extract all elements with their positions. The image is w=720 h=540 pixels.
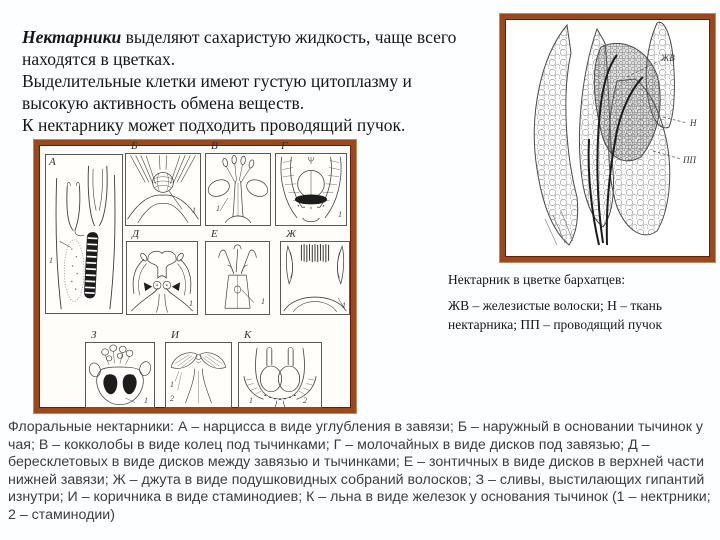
floral-panel-e-drawing <box>206 242 269 314</box>
floral-panel-zh-num: 1 <box>342 301 346 310</box>
floral-panel-v-drawing <box>206 154 270 225</box>
floral-panel-a <box>45 154 123 314</box>
marigold-label-n: Н <box>690 118 697 128</box>
floral-panel-k-num2: 2 <box>303 396 307 405</box>
intro-sentence-2: Выделительные клетки имеют густую цитоплазму и высокую активность обмена веществ. <box>22 71 412 113</box>
floral-panel-i <box>165 329 232 408</box>
floral-panel-v-label: В <box>211 140 218 152</box>
floral-panel-a-num: 1 <box>49 256 53 265</box>
floral-panel-i-num: 1 <box>170 380 174 389</box>
floral-panel-d-label: Д <box>132 228 139 240</box>
floral-panel-i-num2: 2 <box>170 394 174 403</box>
floral-panel-g-drawing <box>276 154 346 225</box>
floral-panel-g <box>275 140 347 226</box>
floral-panel-b-drawing <box>126 154 200 225</box>
floral-panel-b-num: 1 <box>192 206 196 215</box>
floral-panel-z <box>85 329 155 408</box>
marigold-label-zhv: ЖВ <box>661 53 675 63</box>
floral-panel-zh <box>280 228 350 315</box>
floral-panel-v-num: 1 <box>216 204 220 213</box>
floral-panel-zh-drawing <box>281 242 349 314</box>
marigold-caption <box>448 270 714 335</box>
floral-panel-v <box>205 140 271 226</box>
floral-panel-k-label: К <box>244 329 252 341</box>
intro-sentence-1-rest: выделяют сахаристую жидкость, чаще всего находятся в цветках. <box>22 27 457 69</box>
floral-panel-zh-label: Ж <box>286 228 297 240</box>
floral-panel-k <box>238 329 322 408</box>
intro-text <box>22 26 474 136</box>
intro-lead-term: Нектарники <box>22 27 122 47</box>
marigold-label-pp: ПП <box>683 155 696 165</box>
floral-panel-i-label: И <box>171 329 179 341</box>
floral-panel-a-drawing <box>46 155 122 313</box>
marigold-caption-title: Нектарник в цветке бархатцев: <box>448 272 626 287</box>
intro-sentence-3: К нектарнику может подходить проводящий пучок. <box>22 115 406 135</box>
marigold-nectary-figure <box>500 14 715 262</box>
intro-sentence-1 <box>22 26 474 70</box>
marigold-nectary-drawing <box>505 19 710 257</box>
floral-panel-e-num: 1 <box>261 297 265 306</box>
floral-panel-e <box>205 228 270 315</box>
floral-caption: Флоральные нектарники: А – нарцисса в виде углубления в завязи; Б – наружный в основании тычинок у чая; В – кокколобы в виде колец под тычинками; Г – молочайных в виде дисков под завязью; Д – бересклетовых в виде дисков между завязью и тычинками; Е – зонтичных в виде дисков в верхней части нижней завязи; Ж – джута в виде подушковидных собраний волосков; З – сливы, выстилающих гипантий изнутри; И – коричника в виде стаминодиев; К – льна в виде железок у основания тычинок (1 – нектрники; 2 – стаминодии) <box>8 419 711 523</box>
floral-panel-z-label: З <box>91 329 97 341</box>
floral-panel-d <box>126 228 198 315</box>
floral-panel-k-num: 1 <box>249 396 253 405</box>
floral-panel-d-drawing <box>127 242 197 314</box>
floral-nectaries-figure <box>34 140 356 413</box>
floral-panel-i-drawing <box>166 343 231 407</box>
floral-panel-a-label: А <box>49 156 56 168</box>
floral-panel-g-num: 1 <box>338 210 342 219</box>
marigold-caption-body: ЖВ – железистые волоски; Н – ткань нектарника; ПП – проводящий пучок <box>448 297 663 332</box>
floral-panel-d-num: 1 <box>189 299 193 308</box>
floral-panel-b <box>125 140 201 226</box>
floral-panel-e-label: Е <box>211 228 218 240</box>
floral-panel-b-label: Б <box>131 140 138 152</box>
floral-panel-g-label: Г <box>281 140 288 152</box>
floral-panel-z-num: 1 <box>144 396 148 405</box>
